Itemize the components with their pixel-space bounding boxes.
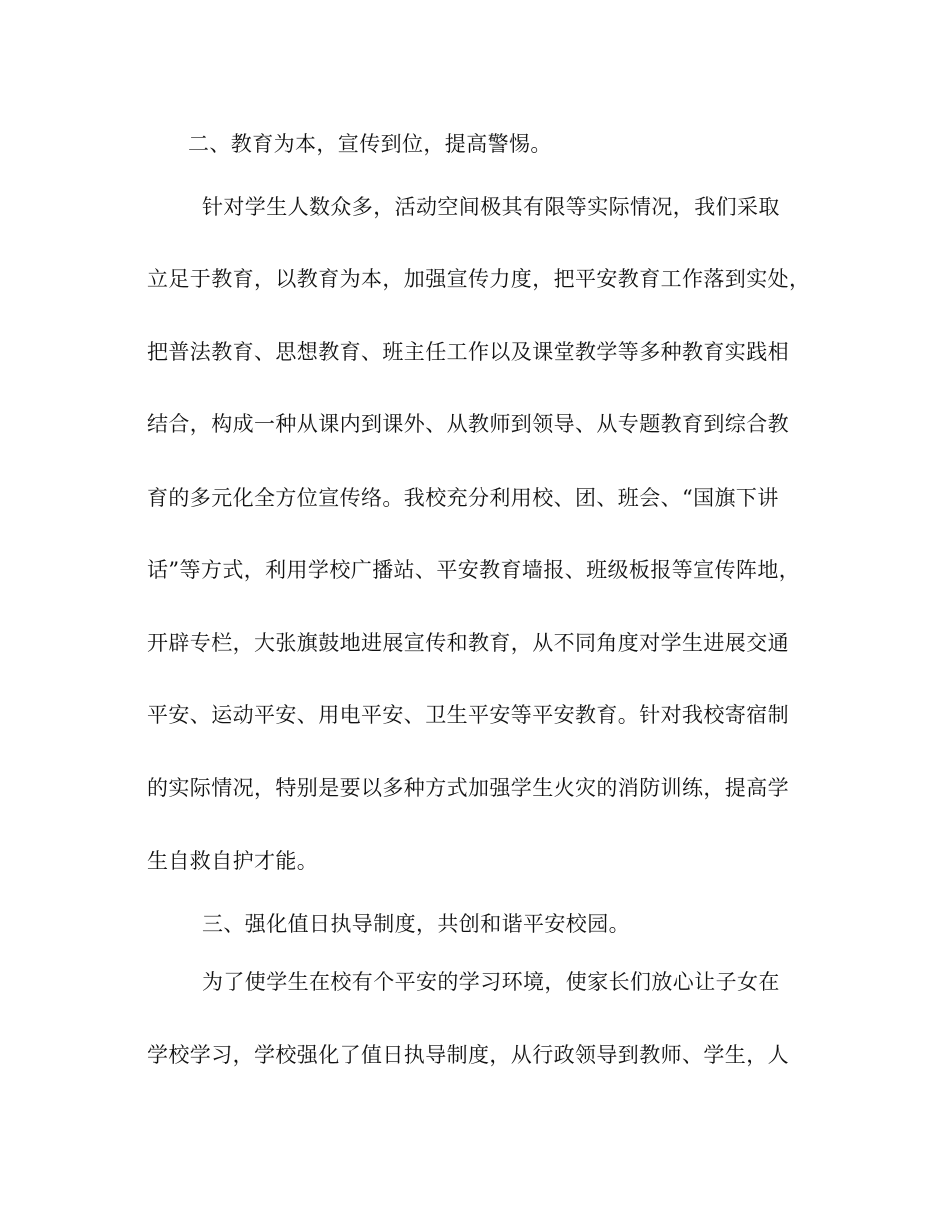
- paragraph-line: 开辟专栏，大张旗鼓地进展宣传和教育，从不同角度对学生进展交通: [147, 631, 789, 655]
- section-heading-3: 三、强化值日执导制度，共创和谐平安校园。: [202, 912, 630, 936]
- paragraph-line: 生自救自护才能。: [147, 849, 319, 873]
- paragraph-line: 育的多元化全方位宣传络。我校充分利用校、团、班会、“国旗下讲: [147, 486, 779, 510]
- paragraph-line: 结合，构成一种从课内到课外、从教师到领导、从专题教育到综合教: [147, 412, 789, 436]
- section-heading-2: 二、教育为本，宣传到位，提高警惕。: [188, 132, 552, 156]
- paragraph-line: 学校学习，学校强化了值日执导制度，从行政领导到教师、学生，人: [147, 1043, 789, 1067]
- paragraph-line: 立足于教育，以教育为本，加强宣传力度，把平安教育工作落到实处，: [147, 267, 811, 291]
- paragraph-line: 的实际情况，特别是要以多种方式加强学生火灾的消防训练，提高学: [147, 776, 789, 800]
- paragraph-line: 把普法教育、思想教育、班主任工作以及课堂教学等多种教育实践相: [147, 340, 789, 364]
- paragraph-line: 为了使学生在校有个平安的学习环境，使家长们放心让子女在: [202, 970, 780, 994]
- paragraph-line: 平安、运动平安、用电平安、卫生平安等平安教育。针对我校寄宿制: [147, 703, 789, 727]
- paragraph-line: 话”等方式，利用学校广播站、平安教育墙报、班级板报等宣传阵地，: [147, 558, 801, 582]
- paragraph-line: 针对学生人数众多，活动空间极其有限等实际情况，我们采取: [202, 195, 780, 219]
